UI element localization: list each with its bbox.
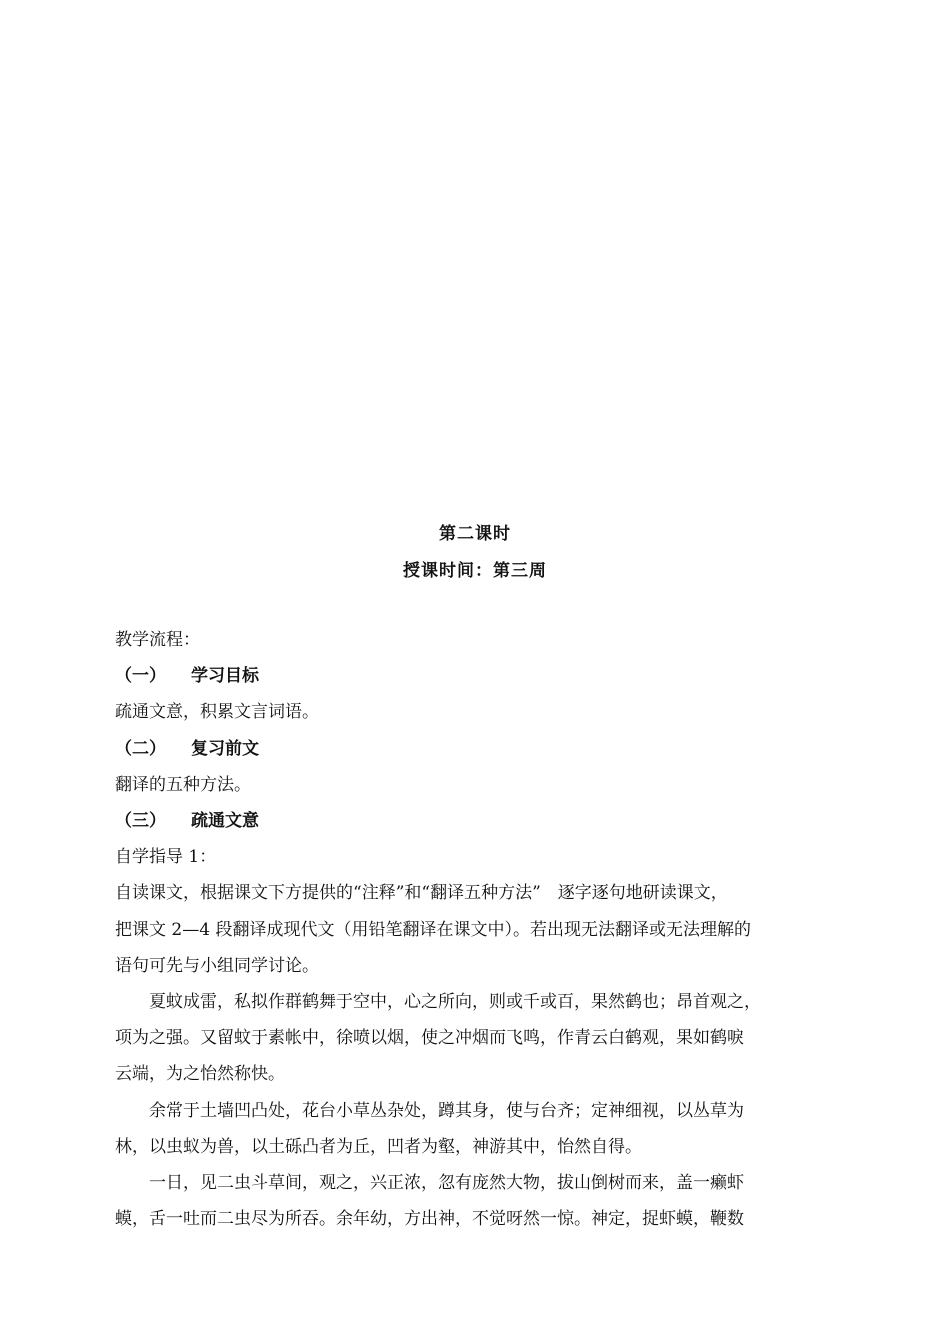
section-heading-3 bbox=[115, 803, 835, 839]
passage-line: 一日，见二虫斗草间，观之，兴正浓，忽有庞然大物，拔山倒树而来，盖一癞虾 bbox=[149, 1173, 744, 1194]
section-text-1: 疏通文意，积累文言词语。 bbox=[115, 702, 319, 723]
section-title: 复习前文 bbox=[191, 738, 259, 759]
passage-line: 项为之强。又留蚊于素帐中，徐喷以烟，使之冲烟而飞鸣，作青云白鹤观，果如鹤唳 bbox=[115, 1028, 744, 1049]
passage-line: 云端，为之怡然称快。 bbox=[115, 1064, 285, 1085]
section-title: 疏通文意 bbox=[191, 811, 259, 832]
guide-text-line: 把课文 2—4 段翻译成现代文（用铅笔翻译在课文中）。若出现无法翻译或无法理解的 bbox=[115, 919, 751, 940]
passage-line: 夏蚊成雷，私拟作群鹤舞于空中，心之所向，则或千或百，果然鹤也；昂首观之， bbox=[149, 992, 761, 1013]
guide-text-line: 语句可先与小组同学讨论。 bbox=[115, 955, 319, 976]
document-body bbox=[115, 622, 835, 1237]
section-text-2: 翻译的五种方法。 bbox=[115, 774, 251, 795]
section-title: 学习目标 bbox=[191, 666, 259, 687]
passage-line: 蟆，舌一吐而二虫尽为所吞。余年幼，方出神，不觉呀然一惊。神定，捉虾蟆，鞭数 bbox=[115, 1209, 744, 1230]
passage-line: 余常于土墙凹凸处，花台小草丛杂处，蹲其身，使与台齐；定神细视，以丛草为 bbox=[149, 1100, 744, 1121]
lesson-title: 第二课时 bbox=[439, 524, 511, 544]
section-heading-1 bbox=[115, 658, 835, 694]
section-number: （二） bbox=[115, 738, 166, 759]
passage-line: 林，以虫蚁为兽，以土砾凸者为丘，凹者为壑，神游其中，怡然自得。 bbox=[115, 1136, 642, 1157]
section-number: （一） bbox=[115, 666, 166, 687]
section-heading-2 bbox=[115, 731, 835, 767]
section-number: （三） bbox=[115, 811, 166, 832]
lesson-time: 授课时间：第三周 bbox=[403, 561, 547, 581]
flow-label: 教学流程： bbox=[115, 630, 200, 650]
guide-label: 自学指导 1： bbox=[115, 847, 217, 868]
guide-text-line: 自读课文，根据课文下方提供的“注释”和“翻译五种方法” 逐字逐句地研读课文， bbox=[115, 883, 728, 904]
